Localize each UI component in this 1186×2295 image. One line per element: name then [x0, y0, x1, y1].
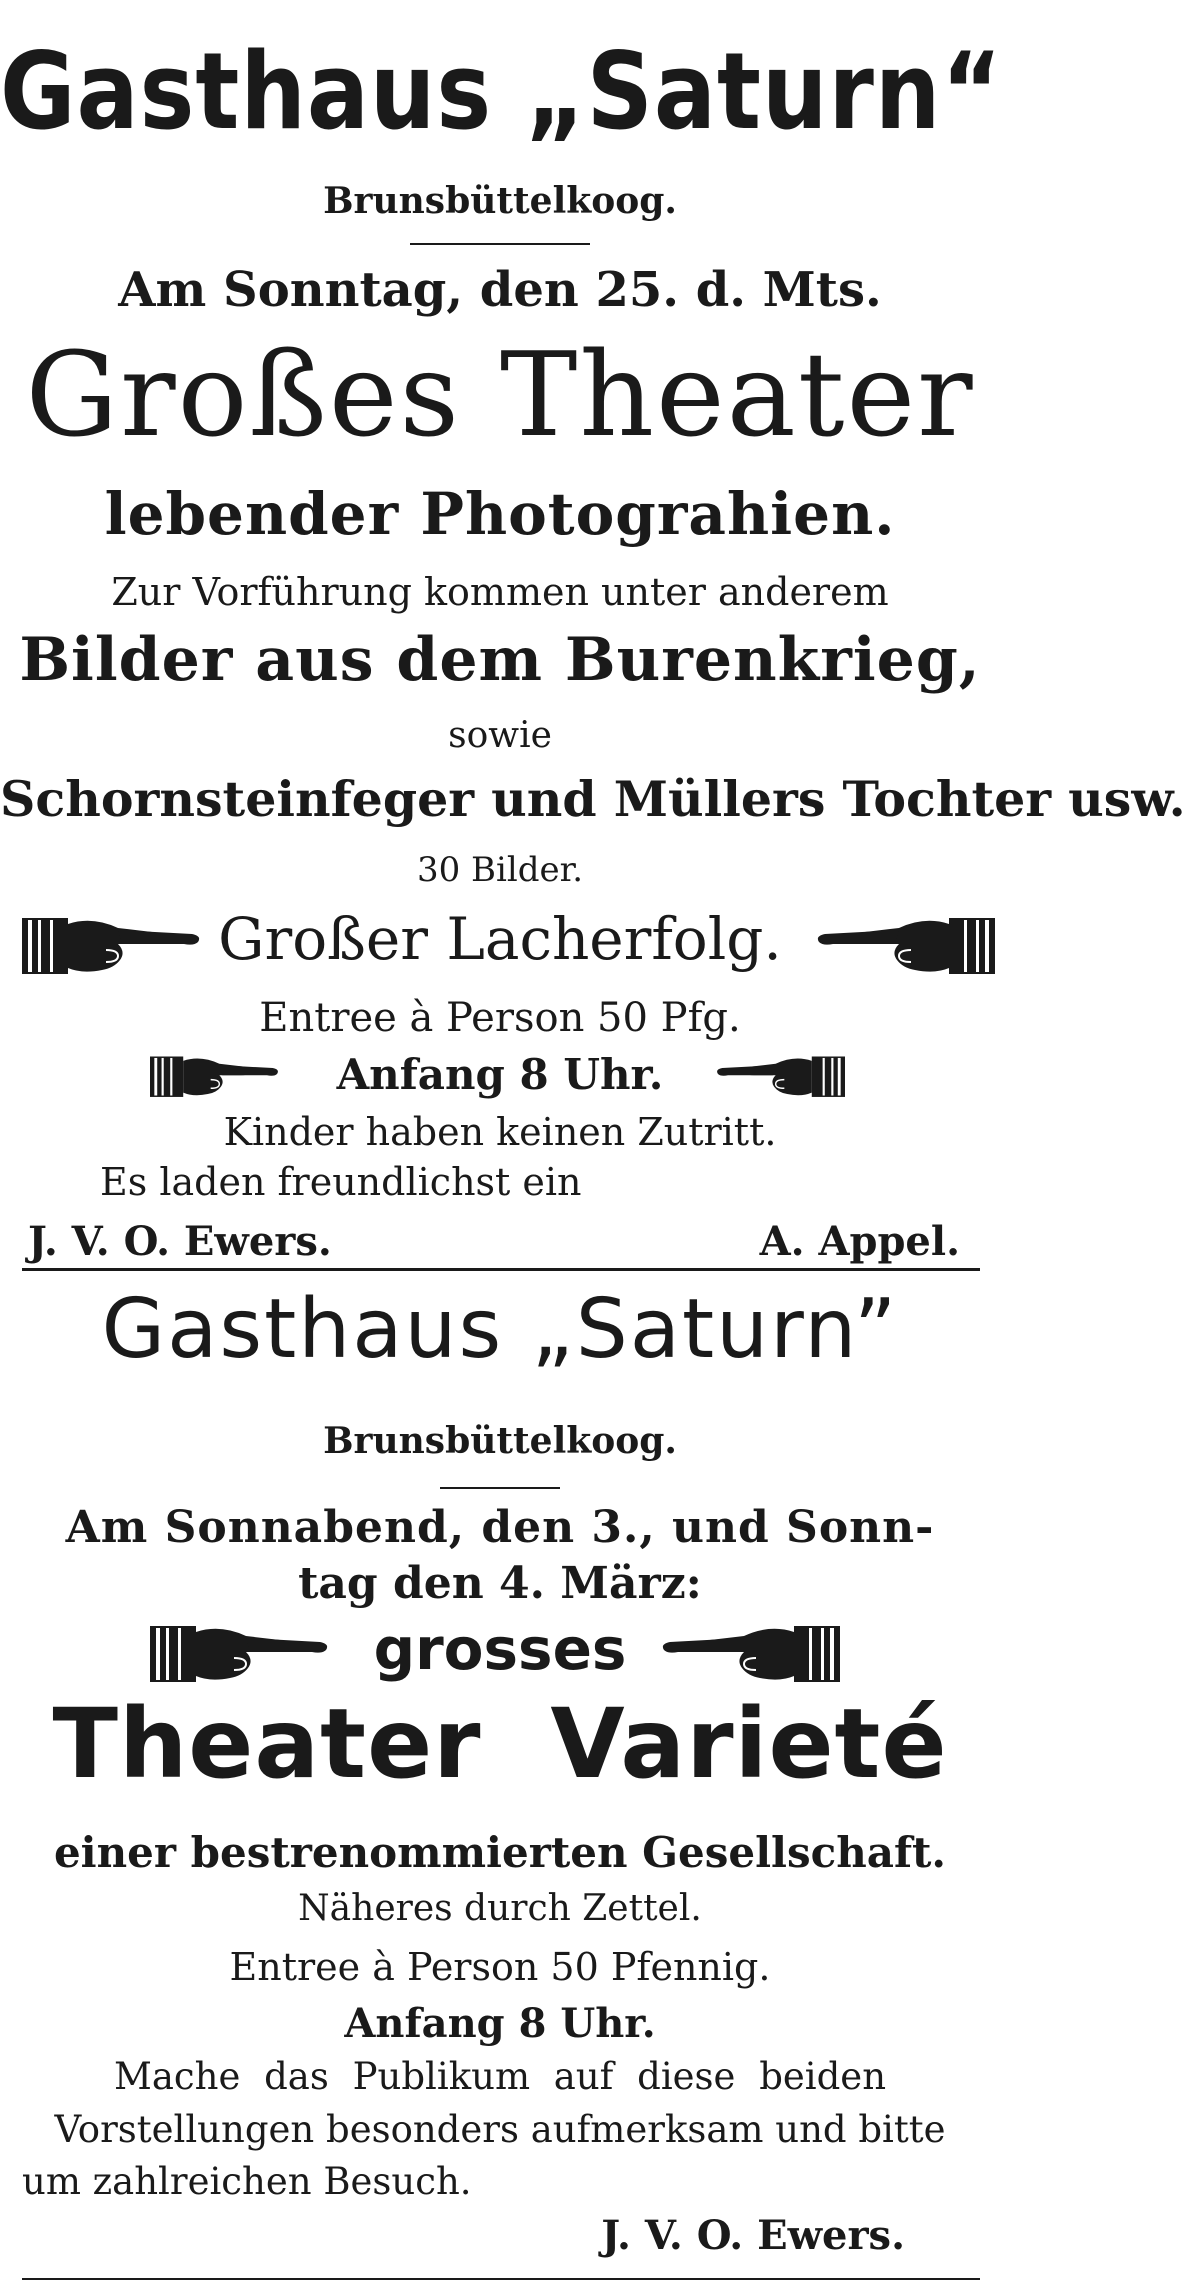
- ad1-subheadline: lebender Photograhien.: [104, 480, 896, 548]
- ad2-venue: Gasthaus „Saturn”: [101, 1282, 899, 1377]
- ad1-children: Kinder haben keinen Zutritt.: [223, 1110, 777, 1154]
- ad1-conj: sowie: [448, 715, 552, 756]
- ad2-date-line-2: tag den 4. März:: [298, 1558, 702, 1609]
- ad2-body-line-2: Vorstellungen besonders aufmerksam und bitte: [54, 2108, 946, 2151]
- ad1-feature2: Schornsteinfeger und Müllers Tochter usw.: [0, 770, 1186, 828]
- ad1-venue: Gasthaus „Saturn“: [0, 30, 1003, 154]
- ad2-date-line-1: Am Sonnabend, den 3., und Sonn-: [65, 1502, 935, 1553]
- ad2-details: Näheres durch Zettel.: [298, 1888, 702, 1929]
- ad-separator: [22, 1268, 980, 1271]
- pointing-hand-icon: [715, 1050, 845, 1102]
- ad1-start: Anfang 8 Uhr.: [336, 1050, 664, 1099]
- ad1-rule-1: [410, 243, 590, 245]
- bottom-rule: [22, 2278, 980, 2280]
- ad1-date: Am Sonntag, den 25. d. Mts.: [118, 262, 882, 318]
- ad2-body-line-1: Mache das Publikum auf diese beiden: [113, 2055, 887, 2098]
- ad1-host2: A. Appel.: [759, 1218, 960, 1265]
- ad1-intro: Zur Vorführung kommen unter anderem: [111, 570, 889, 614]
- ad1-feature1: Bilder aus dem Burenkrieg,: [19, 625, 981, 695]
- pointing-hand-icon: [660, 1618, 840, 1688]
- ad1-place: Brunsbüttelkoog.: [323, 180, 677, 222]
- ad1-headline: Großes Theater: [25, 328, 975, 463]
- ad1-count: 30 Bilder.: [416, 850, 583, 890]
- ad2-rule-1: [440, 1487, 560, 1489]
- ad2-company: einer bestrenommierten Gesellschaft.: [53, 1828, 947, 1877]
- ad2-price: Entree à Person 50 Pfennig.: [229, 1945, 771, 1989]
- ad1-price: Entree à Person 50 Pfg.: [259, 995, 741, 1041]
- ad2-start: Anfang 8 Uhr.: [344, 2000, 656, 2047]
- ad1-host1: J. V. O. Ewers.: [28, 1218, 332, 1265]
- ad2-headline: Theater Varieté: [52, 1688, 948, 1800]
- ad2-body-line-3: um zahlreichen Besuch.: [22, 2160, 472, 2203]
- ad2-host: J. V. O. Ewers.: [601, 2212, 905, 2259]
- ad1-success: Großer Lacherfolg.: [218, 905, 782, 973]
- ad2-pre: grosses: [373, 1615, 627, 1683]
- ad2-place: Brunsbüttelkoog.: [323, 1420, 677, 1462]
- ad1-invite: Es laden freundlichst ein: [100, 1160, 582, 1204]
- pointing-hand-icon: [815, 910, 995, 980]
